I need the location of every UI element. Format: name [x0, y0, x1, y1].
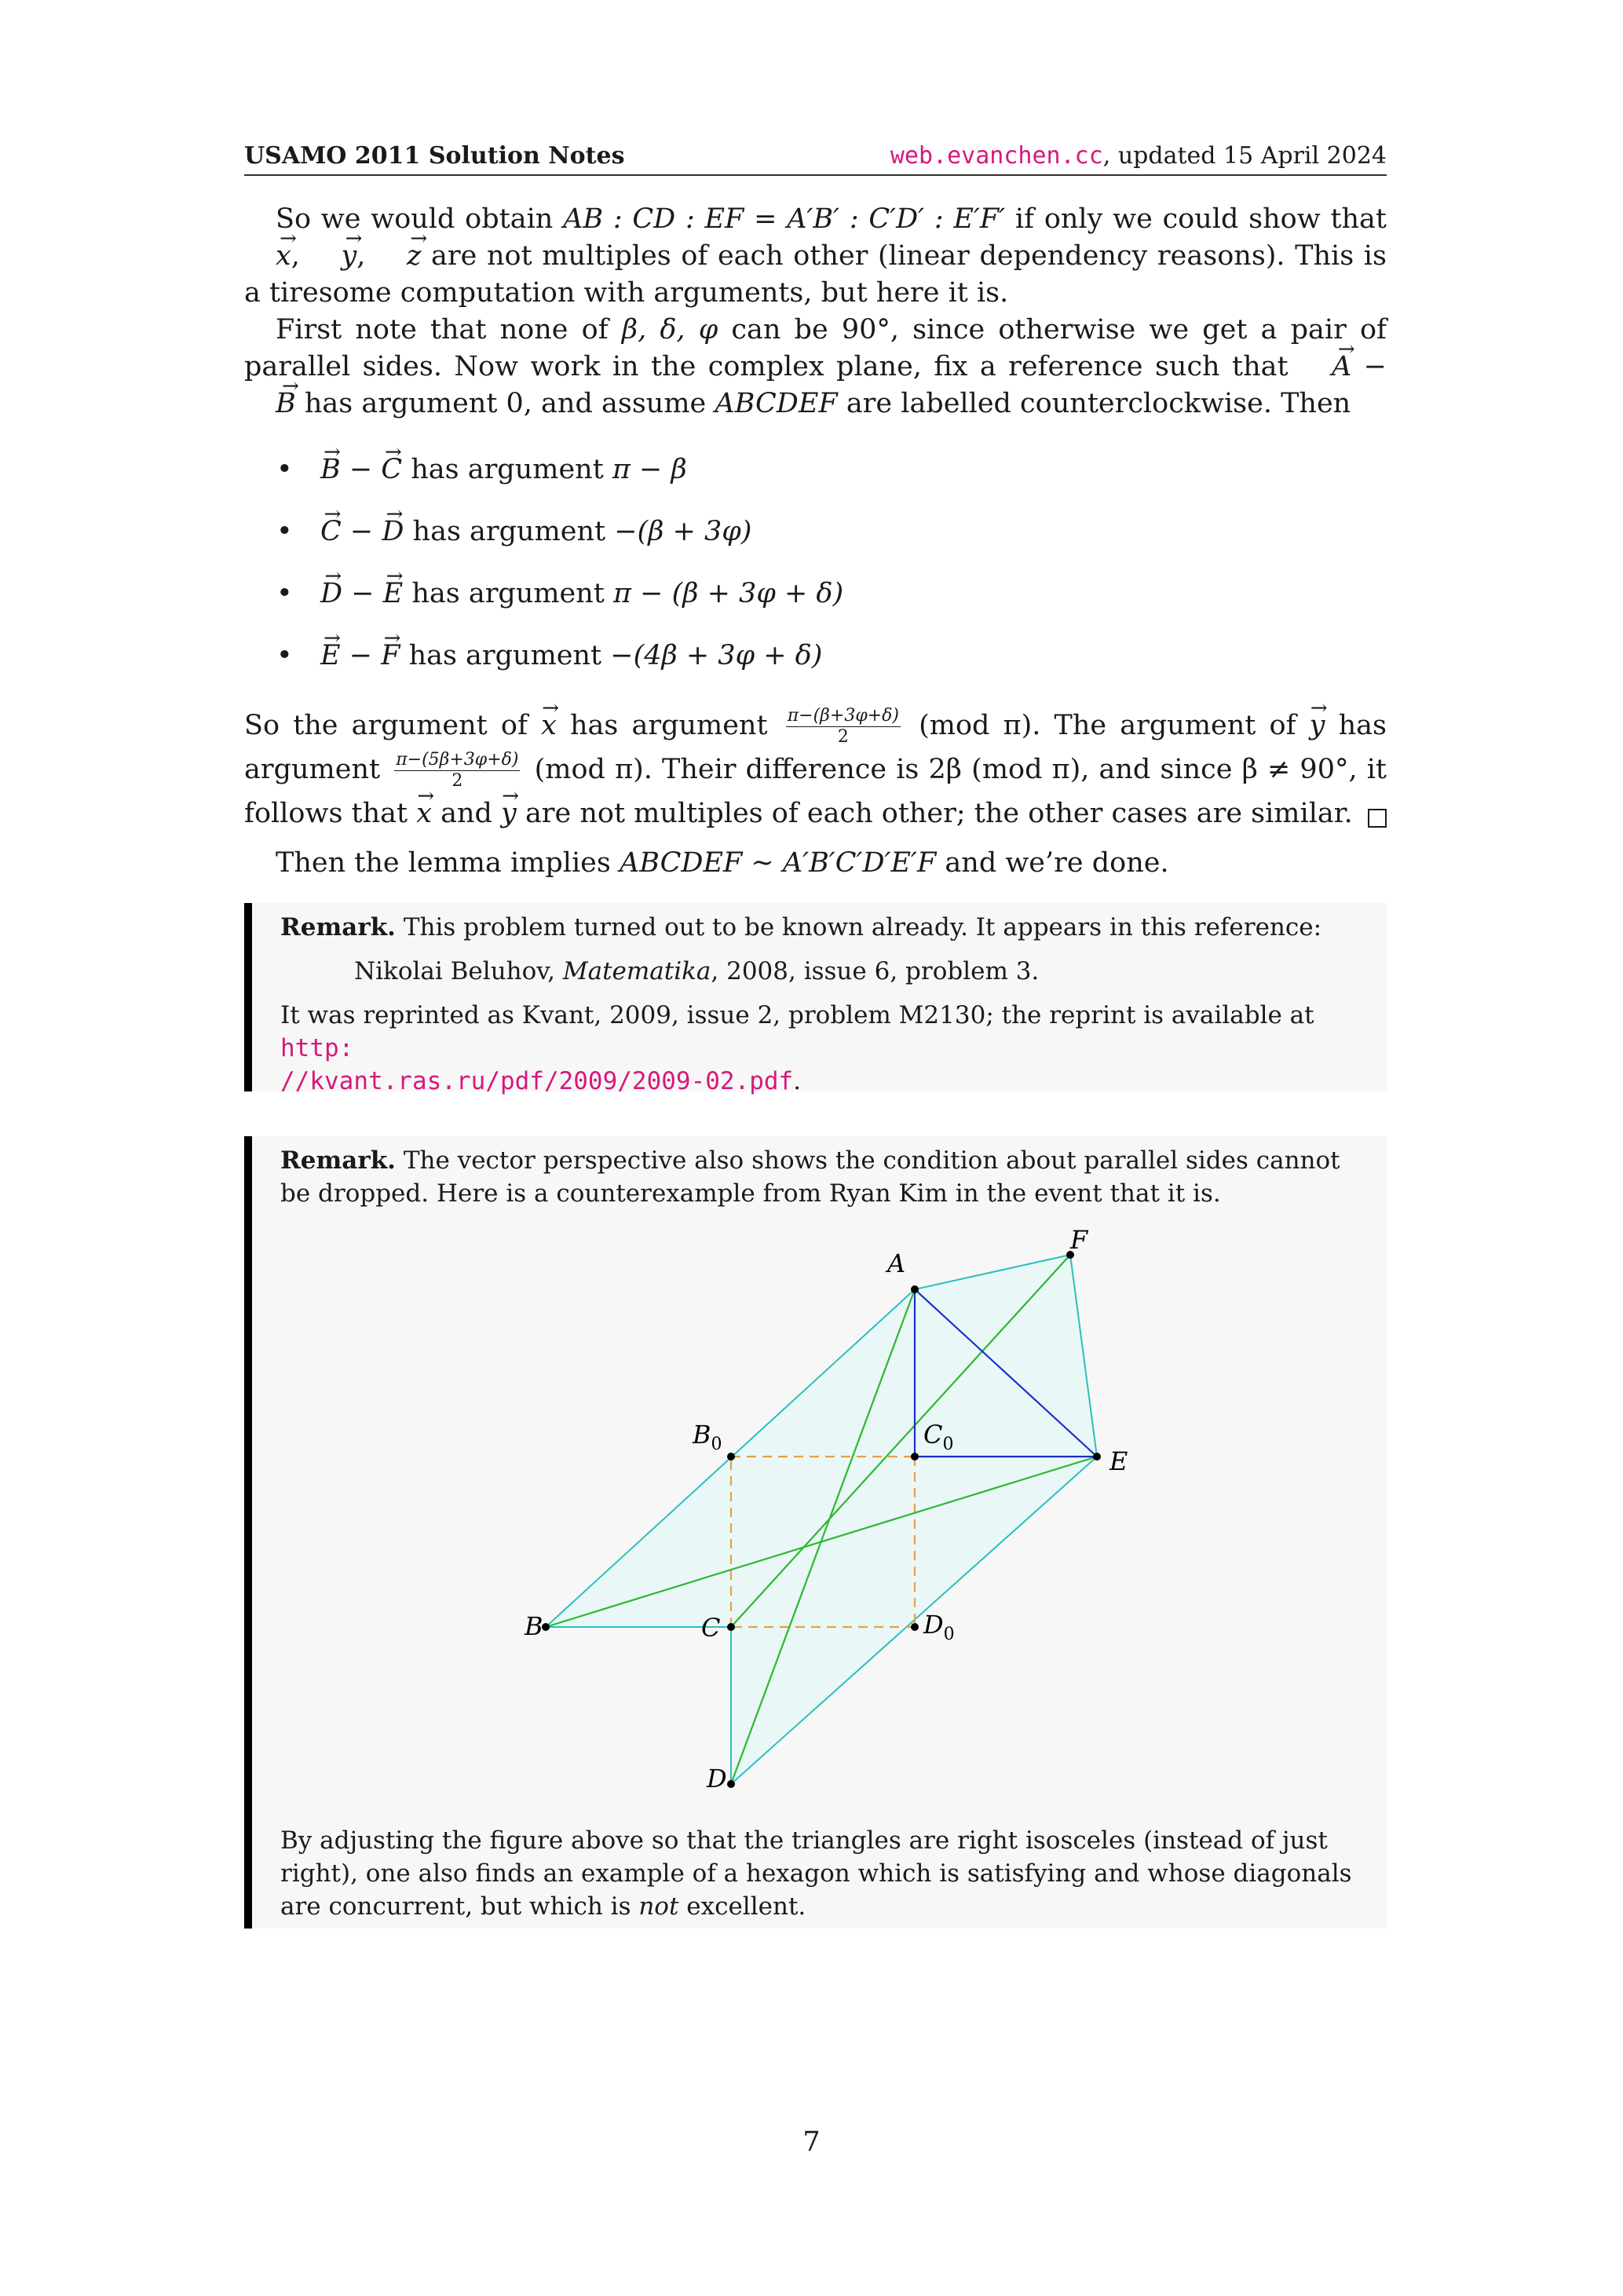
reprint-link-part-2[interactable]: //kvant.ras.ru/pdf/2009/2009-02.pdf: [280, 1067, 794, 1095]
p2-text-d: are labelled counterclockwise. Then: [837, 388, 1351, 419]
p2-minus: −: [1351, 351, 1387, 382]
page-header: [244, 138, 1387, 176]
remark-1-reprint: [280, 999, 1363, 1098]
remark-1-citation: [280, 955, 1363, 988]
p1-eq: =: [744, 203, 788, 235]
remark-2-text: The vector perspective also shows the condition about parallel sides cannot be dropped. Here is a counterexample from Ryan Kim in the event that it is.: [280, 1146, 1340, 1208]
hexagon-counterexample-figure: [518, 1225, 1146, 1806]
point-D0: [911, 1623, 919, 1631]
argument-list: [276, 446, 843, 694]
remark-2-after-text-a: By adjusting the figure above so that the triangles are right isosceles (instead of just right), one also finds an example of a hexagon which is satisfying and whose diagonals are concurrent, but which is: [280, 1826, 1352, 1921]
p2-hexagon-name: ABCDEF: [715, 388, 838, 419]
label-B0: $B_0$: [693, 1420, 722, 1454]
p1-ratio-1: AB : CD : EF: [563, 203, 744, 235]
hexagon-ABCDEF: [546, 1255, 1097, 1784]
label-E: E: [1109, 1446, 1128, 1476]
bullet-arg: −(4β + 3φ + δ): [610, 640, 823, 671]
p1-comma-2: ,: [356, 240, 375, 272]
remark-2-emphasis: not: [638, 1892, 679, 1921]
p3-text-d: has argument: [244, 710, 1387, 785]
vector-y: → y: [309, 238, 356, 275]
reprint-text: It was reprinted as Kvant, 2009, issue 2, problem M2130; the reprint is available at: [280, 1001, 1314, 1029]
reprint-end: .: [793, 1067, 802, 1095]
remark-2-after: [280, 1824, 1363, 1923]
header-site-link[interactable]: web.evanchen.cc: [890, 142, 1103, 170]
p4-similarity: ABCDEF ∼ A′B′C′D′E′F: [619, 847, 937, 879]
p3-text-g: are not multiples of each other; the other cases are similar.: [516, 798, 1353, 829]
remark-2-label: Remark.: [280, 1146, 396, 1175]
header-title: USAMO 2011 Solution Notes: [244, 142, 625, 170]
cite-rest: , 2008, issue 6, problem 3.: [711, 957, 1040, 985]
paragraph-2: [244, 312, 1387, 422]
bullet-arg: π − β: [612, 454, 687, 485]
p3-text-a: So the argument of: [244, 710, 542, 741]
vector-D: → D: [320, 570, 342, 617]
p3-text-f: and: [431, 798, 502, 829]
p4-text-b: and we’re done.: [936, 847, 1169, 879]
point-C: [727, 1623, 735, 1631]
vector-y: → y: [501, 792, 517, 835]
vector-y: → y: [1310, 704, 1325, 748]
p2-text-c: has argument 0, and assume: [295, 388, 715, 419]
fraction-2-den: 2: [451, 771, 463, 791]
page-number: 7: [802, 2126, 821, 2158]
p3-text-b: has argument: [556, 710, 781, 741]
vector-x: → x: [541, 704, 557, 748]
point-D: [727, 1780, 735, 1788]
point-E: [1093, 1453, 1101, 1461]
vector-C: → C: [381, 446, 402, 493]
remark-2-intro: [280, 1144, 1363, 1210]
bullet-arg: −(β + 3φ): [614, 516, 752, 547]
p3-text-c: (mod π). The argument of: [905, 710, 1310, 741]
cite-journal: Matematika: [562, 957, 711, 985]
label-B: B: [525, 1611, 543, 1641]
p1-text-c: are not multiples of each other (linear dependency reasons). This is a tiresome computation with arguments, but here it is.: [244, 240, 1387, 309]
fraction-2-num: π−(5β+3φ+δ): [396, 750, 519, 770]
p2-greek: β, δ, φ: [621, 314, 718, 345]
label-D: D: [707, 1764, 727, 1793]
remark-box-1: [244, 903, 1387, 1095]
vector-z: → z: [375, 238, 421, 275]
p2-text-b: can be 90°, since otherwise we get a pair of parallel sides. Now work in the complex plane, fix a reference such that: [244, 314, 1387, 382]
bullet-text: has argument: [402, 454, 612, 485]
paragraph-4: [244, 845, 1387, 882]
list-item: • → E − → F has argument −(4β + 3φ + δ): [276, 632, 843, 694]
bullet-arg: π − (β + 3φ + δ): [613, 578, 844, 609]
p1-comma-1: ,: [291, 240, 310, 272]
label-F: F: [1070, 1225, 1088, 1255]
remark-1-text: This problem turned out to be known already. It appears in this reference:: [395, 913, 1322, 941]
fraction-1: [786, 706, 901, 748]
fraction-1-den: 2: [837, 727, 849, 747]
vector-F: → F: [381, 632, 400, 679]
vector-A: → A: [1300, 349, 1351, 386]
cite-author: Nikolai Beluhov,: [354, 957, 563, 985]
point-C0: [911, 1453, 919, 1461]
list-item: • → B − → C has argument π − β: [276, 446, 843, 508]
header-updated: , updated 15 April 2024: [1102, 142, 1387, 170]
bullet-text: has argument: [403, 578, 614, 609]
paragraph-3: [244, 704, 1387, 835]
list-item: • → C − → D has argument −(β + 3φ): [276, 508, 843, 570]
header-right: [890, 142, 1387, 170]
p3-text-e: (mod π). Their difference is 2β (mod π), and since β ≠ 90°, it follows that: [244, 754, 1387, 829]
p1-text-a: So we would obtain: [276, 203, 564, 235]
bullet-text: has argument: [404, 516, 615, 547]
list-item: • → D − → E has argument π − (β + 3φ + δ): [276, 570, 843, 632]
vector-E: → E: [320, 632, 341, 679]
label-A: A: [887, 1249, 906, 1278]
label-C: C: [701, 1613, 721, 1643]
p1-text-b: if only we could show that: [1005, 203, 1387, 235]
p1-ratio-2: A′B′ : C′D′ : E′F′: [787, 203, 1006, 235]
remark-2-after-text-b: excellent.: [678, 1892, 806, 1921]
qed-box: [1368, 809, 1387, 828]
remark-1-label: Remark.: [280, 913, 396, 941]
paragraph-1: [244, 201, 1387, 312]
point-B0: [727, 1453, 735, 1461]
label-C0: $C_0$: [923, 1420, 954, 1454]
p4-text-a: Then the lemma implies: [276, 847, 620, 879]
vector-C: → C: [320, 508, 342, 555]
fraction-1-num: π−(β+3φ+δ): [787, 706, 899, 726]
reprint-link-part-1[interactable]: http:: [280, 1034, 354, 1062]
label-D0: $D_0$: [923, 1610, 955, 1644]
vector-B: → B: [320, 446, 341, 493]
vector-x: → x: [416, 792, 432, 835]
remark-1-intro: [280, 911, 1363, 944]
p2-text-a: First note that none of: [276, 314, 622, 345]
vector-E: → E: [383, 570, 404, 617]
vector-B: → B: [244, 386, 296, 422]
vector-D: → D: [382, 508, 404, 555]
vector-x: → x: [244, 238, 291, 275]
bullet-text: has argument: [400, 640, 611, 671]
point-A: [911, 1285, 919, 1293]
